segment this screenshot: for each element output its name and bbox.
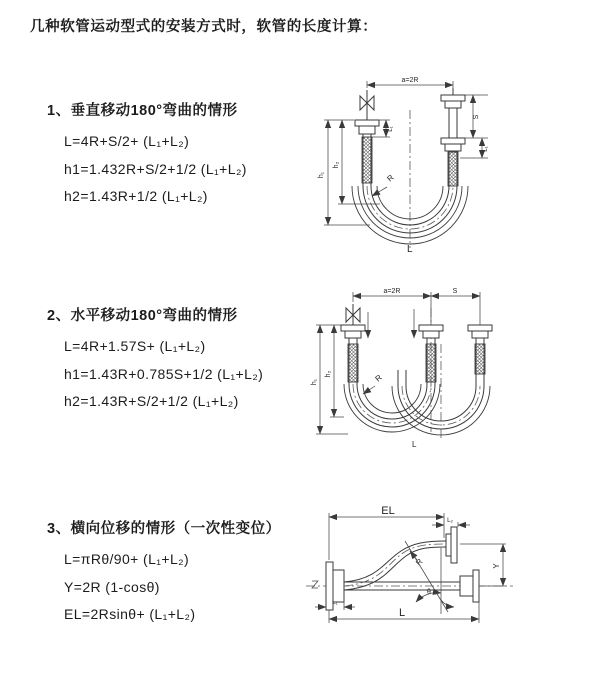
formula-el: EL=2Rsinθ+ (L₁+L₂) xyxy=(64,606,196,622)
dim-label-l2: L₂ xyxy=(447,517,453,524)
dim-label-a2r: a=2R xyxy=(383,288,401,295)
dimension-l xyxy=(329,602,479,623)
left-pipe xyxy=(355,90,379,186)
flange-hub xyxy=(345,331,361,338)
left-pipe xyxy=(341,304,365,384)
dimension-l1 xyxy=(315,598,355,610)
flange-hub xyxy=(460,576,473,596)
dimension-a2r xyxy=(353,288,480,325)
dim-label-a2r: a=2R xyxy=(401,77,419,84)
dim-label-y: Y xyxy=(492,563,501,569)
dim-label-h1: h₁ xyxy=(311,378,318,386)
section-1-heading: 1、垂直移动180°弯曲的情形 xyxy=(47,103,238,119)
middle-pipe xyxy=(419,325,443,384)
section-2-heading: 2、水平移动180°弯曲的情形 xyxy=(47,308,238,324)
section-3-heading: 3、横向位移的情形（一次性变位） xyxy=(47,521,281,537)
dimension-h1 xyxy=(311,325,348,434)
braid-section xyxy=(426,344,436,382)
diagram-horizontal-180-bend xyxy=(308,282,593,457)
flange xyxy=(355,120,379,126)
flange xyxy=(419,325,443,331)
dim-label-l: L xyxy=(407,244,413,255)
upper-flange xyxy=(446,527,457,563)
formula-l: L=4R+S/2+ (L₁+L₂) xyxy=(64,133,190,149)
dim-label-s: S xyxy=(452,288,458,295)
hose-s-curve xyxy=(344,541,446,590)
flange-hub xyxy=(423,331,439,338)
formula-l: L=4R+1.57S+ (L₁+L₂) xyxy=(64,338,206,354)
dimension-a2r xyxy=(367,77,453,88)
radius-leader xyxy=(372,173,396,196)
formula-l: L=πRθ/90+ (L₁+L₂) xyxy=(64,551,190,567)
flange-hub xyxy=(446,534,451,556)
formula-h2: h2=1.43R+1/2 (L₁+L₂) xyxy=(64,188,208,204)
flange xyxy=(468,325,492,331)
flange xyxy=(441,138,465,144)
dim-label-h1: h₁ xyxy=(318,171,325,179)
dimension-s xyxy=(465,95,488,138)
right-flange xyxy=(460,570,479,602)
page-title: 几种软管运动型式的安装方式时，软管的长度计算： xyxy=(30,19,378,35)
braid-section xyxy=(362,137,372,183)
dim-label-h2: h₂ xyxy=(333,161,340,169)
right-pipe xyxy=(468,325,492,386)
formula-h1: h1=1.43R+0.785S+1/2 (L₁+L₂) xyxy=(64,365,264,382)
flange xyxy=(441,95,465,101)
flange-hub xyxy=(472,331,488,338)
braid-section xyxy=(348,344,358,382)
flange xyxy=(341,325,365,331)
radius-leader xyxy=(363,373,384,394)
dimension-el xyxy=(329,505,444,560)
dim-label-l1: L₁ xyxy=(387,126,394,132)
section-3 xyxy=(47,517,281,629)
diagram-lateral-displacement xyxy=(298,500,598,658)
flange-hub xyxy=(445,144,461,151)
braid-section xyxy=(475,344,485,374)
formula-h1: h1=1.432R+S/2+1/2 (L₁+L₂) xyxy=(64,160,247,177)
flange-hub xyxy=(333,570,344,602)
dim-label-l: L xyxy=(412,440,417,449)
dim-label-theta: θ xyxy=(427,589,431,596)
right-pipe xyxy=(441,88,465,186)
flange-hub xyxy=(359,126,375,134)
dim-label-l1: L₁ xyxy=(332,599,338,606)
dimension-h2 xyxy=(325,325,344,417)
dim-label-s: S xyxy=(473,114,480,120)
dim-label-r: R xyxy=(414,556,425,568)
break-mark xyxy=(312,581,318,588)
diagram-vertical-180-bend xyxy=(310,70,590,260)
dim-label-h2: h₂ xyxy=(325,370,332,378)
section-1 xyxy=(47,99,247,211)
dimension-l2 xyxy=(432,517,470,527)
flange-hub xyxy=(445,101,461,108)
dim-label-el: EL xyxy=(381,505,395,517)
dim-label-l1: L₁ xyxy=(482,146,489,152)
flange-plate xyxy=(473,570,479,602)
braid-section xyxy=(448,152,458,186)
flange-plate xyxy=(451,527,457,563)
formula-h2: h2=1.43R+S/2+1/2 (L₁+L₂) xyxy=(64,393,239,409)
section-2 xyxy=(47,304,263,416)
dim-label-r: R xyxy=(385,172,396,184)
dim-label-r: R xyxy=(373,372,384,384)
formula-y: Y=2R (1-cosθ) xyxy=(64,578,160,595)
dimension-s xyxy=(431,288,480,296)
dim-label-l: L xyxy=(398,607,406,619)
